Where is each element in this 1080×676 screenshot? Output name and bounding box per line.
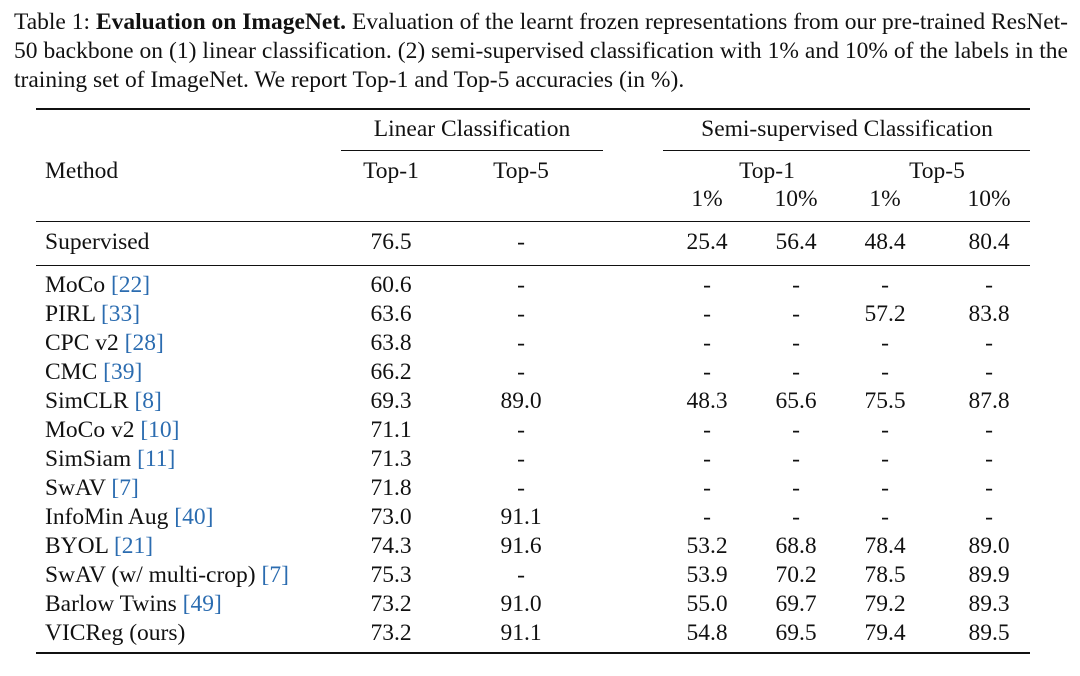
- method-name: VICReg (ours): [45, 620, 186, 646]
- method-name: SimCLR: [45, 388, 135, 414]
- semi-top1-1pct-cell: -: [703, 504, 711, 530]
- semi-top5-1pct-cell: 75.5: [864, 388, 906, 414]
- method-cell: [45, 503, 213, 532]
- semi-top5-1pct-cell: -: [881, 272, 889, 298]
- semi-top1-10pct-cell: 70.2: [775, 562, 817, 588]
- linear-top5-cell: 91.0: [500, 591, 542, 617]
- header-semi-top1: Top-1: [739, 158, 795, 184]
- semi-top5-1pct-cell: 78.5: [864, 562, 906, 588]
- table-row-supervised: [36, 228, 1030, 257]
- bottom-rule: [36, 652, 1030, 654]
- semi-top5-10pct-cell: 89.0: [968, 533, 1010, 559]
- linear-top5-cell: -: [517, 446, 525, 472]
- semi-top1-1pct-cell: 55.0: [686, 591, 728, 617]
- linear-top1-cell: 71.1: [370, 417, 412, 443]
- method-name: SwAV (w/ multi-crop): [45, 562, 262, 588]
- method-name: CPC v2: [45, 330, 125, 356]
- semi-top1-1pct-cell: -: [703, 475, 711, 501]
- linear-top5-cell: 89.0: [500, 388, 542, 414]
- header-semi-top5: Top-5: [909, 158, 965, 184]
- table-caption: [14, 8, 1068, 95]
- semi-top5-1pct-cell: 79.2: [864, 591, 906, 617]
- citation-link[interactable]: [39]: [103, 359, 143, 385]
- semi-underline: [663, 150, 1030, 151]
- table-row: [36, 300, 1030, 329]
- citation-link[interactable]: [33]: [100, 301, 141, 327]
- semi-top1-1pct-cell: 53.9: [686, 562, 728, 588]
- method-cell: [45, 416, 179, 445]
- method-cell: [45, 300, 140, 329]
- method-name: PIRL: [45, 301, 101, 327]
- semi-top1-10pct-cell: -: [792, 272, 800, 298]
- method-name: Barlow Twins: [45, 591, 183, 617]
- semi-top1-1pct-cell: -: [703, 417, 711, 443]
- citation-link[interactable]: [21]: [113, 533, 154, 559]
- semi-top1-1pct-cell: -: [703, 446, 711, 472]
- header-linear: Linear Classification: [373, 116, 571, 142]
- method-cell: [45, 358, 142, 387]
- table-row: [36, 561, 1030, 590]
- method-cell: [45, 329, 164, 358]
- header-semi-top1-1pct: 1%: [691, 186, 723, 212]
- semi-top5-10pct-cell: 83.8: [968, 301, 1010, 327]
- linear-top1-cell: 74.3: [370, 533, 412, 559]
- table-row: [36, 358, 1030, 387]
- semi-top5-1pct-cell: -: [881, 359, 889, 385]
- semi-top1-10pct-cell: -: [792, 359, 800, 385]
- citation-link[interactable]: [7]: [261, 562, 289, 588]
- semi-top5-10pct-cell: -: [985, 475, 993, 501]
- linear-top5-cell: -: [517, 417, 525, 443]
- method-cell: [45, 561, 289, 590]
- semi-top5-10pct-cell: -: [985, 330, 993, 356]
- semi-top5-1pct-cell: 48.4: [864, 229, 906, 255]
- linear-top1-cell: 63.6: [370, 301, 412, 327]
- semi-top5-10pct-cell: 89.9: [968, 562, 1010, 588]
- semi-top5-1pct-cell: -: [881, 330, 889, 356]
- header-linear-top1: Top-1: [363, 158, 419, 184]
- linear-top5-cell: -: [517, 359, 525, 385]
- semi-top5-10pct-cell: -: [985, 504, 993, 530]
- linear-underline: [341, 150, 603, 151]
- method-name: BYOL: [45, 533, 114, 559]
- linear-top1-cell: 66.2: [370, 359, 412, 385]
- semi-top1-10pct-cell: -: [792, 301, 800, 327]
- semi-top5-1pct-cell: -: [881, 475, 889, 501]
- linear-top5-cell: -: [517, 229, 525, 255]
- semi-top1-1pct-cell: -: [703, 301, 711, 327]
- semi-top1-1pct-cell: -: [703, 330, 711, 356]
- semi-top1-1pct-cell: 54.8: [686, 620, 728, 646]
- header-semi-top1-10pct: 10%: [774, 186, 818, 212]
- table-row: [36, 445, 1030, 474]
- header-semi-top5-1pct: 1%: [869, 186, 901, 212]
- linear-top5-cell: 91.1: [500, 620, 542, 646]
- semi-top5-10pct-cell: -: [985, 417, 993, 443]
- table-row: [36, 474, 1030, 503]
- supervised-rule: [36, 265, 1030, 266]
- linear-top1-cell: 73.2: [370, 591, 412, 617]
- citation-link[interactable]: [8]: [134, 388, 162, 414]
- semi-top5-1pct-cell: -: [881, 446, 889, 472]
- method-name: MoCo v2: [45, 417, 141, 443]
- linear-top5-cell: 91.1: [500, 504, 542, 530]
- header-rule: [36, 221, 1030, 222]
- semi-top1-10pct-cell: 68.8: [775, 533, 817, 559]
- linear-top5-cell: -: [517, 301, 525, 327]
- citation-link[interactable]: [11]: [137, 446, 176, 472]
- semi-top5-1pct-cell: 79.4: [864, 620, 906, 646]
- linear-top1-cell: 69.3: [370, 388, 412, 414]
- caption-text: Evaluation of the learnt frozen representations from our pre-trained ResNet-50 backbone on (1) linear classification. (2) semi-supervised classification with 1% and 10% of the labels in the training set of ImageNet. We report Top-1 and Top-5 accuracies (in %).: [14, 9, 1068, 93]
- semi-top1-1pct-cell: -: [703, 272, 711, 298]
- linear-top1-cell: 73.2: [370, 620, 412, 646]
- method-cell: [45, 619, 185, 648]
- semi-top5-10pct-cell: -: [985, 446, 993, 472]
- semi-top1-10pct-cell: -: [792, 504, 800, 530]
- citation-link[interactable]: [40]: [174, 504, 214, 530]
- caption-label: Table 1:: [14, 9, 91, 35]
- semi-top1-10pct-cell: -: [792, 330, 800, 356]
- semi-top5-10pct-cell: 80.4: [968, 229, 1010, 255]
- citation-link[interactable]: [10]: [140, 417, 180, 443]
- semi-top1-10pct-cell: 69.7: [775, 591, 817, 617]
- method-cell: [45, 474, 139, 503]
- top-rule: [36, 108, 1030, 110]
- semi-top1-1pct-cell: -: [703, 359, 711, 385]
- linear-top1-cell: 71.3: [370, 446, 412, 472]
- method-cell: Supervised: [45, 229, 150, 255]
- linear-top1-cell: 75.3: [370, 562, 412, 588]
- semi-top1-1pct-cell: 53.2: [686, 533, 728, 559]
- linear-top5-cell: -: [517, 330, 525, 356]
- semi-top1-10pct-cell: 56.4: [775, 229, 817, 255]
- linear-top5-cell: -: [517, 272, 525, 298]
- header-semi: Semi-supervised Classification: [701, 116, 993, 142]
- table-row: [36, 590, 1030, 619]
- semi-top5-1pct-cell: -: [881, 504, 889, 530]
- semi-top5-1pct-cell: 78.4: [864, 533, 906, 559]
- citation-link[interactable]: [28]: [124, 330, 164, 356]
- semi-top1-1pct-cell: 48.3: [686, 388, 728, 414]
- header-linear-top5: Top-5: [493, 158, 549, 184]
- semi-top1-10pct-cell: -: [792, 475, 800, 501]
- table-row: [36, 503, 1030, 532]
- table-row: [36, 271, 1030, 300]
- header-semi-top5-10pct: 10%: [967, 186, 1011, 212]
- table-row: [36, 329, 1030, 358]
- table-row: [36, 387, 1030, 416]
- citation-link[interactable]: [49]: [182, 591, 222, 617]
- table-row: [36, 532, 1030, 561]
- semi-top5-10pct-cell: -: [985, 272, 993, 298]
- caption-title: Evaluation on ImageNet.: [95, 9, 347, 35]
- semi-top5-10pct-cell: 89.3: [968, 591, 1010, 617]
- method-name: InfoMin Aug: [45, 504, 175, 530]
- method-cell: [45, 590, 222, 619]
- citation-link[interactable]: [22]: [110, 272, 151, 298]
- method-name: SwAV: [45, 475, 112, 501]
- linear-top5-cell: 91.6: [500, 533, 542, 559]
- semi-top1-1pct-cell: 25.4: [686, 229, 728, 255]
- semi-top1-10pct-cell: -: [792, 417, 800, 443]
- linear-top1-cell: 73.0: [370, 504, 412, 530]
- linear-top1-cell: 76.5: [370, 229, 412, 255]
- semi-top5-10pct-cell: 87.8: [968, 388, 1010, 414]
- table-row: [36, 619, 1030, 648]
- method-cell: [45, 532, 153, 561]
- semi-top1-10pct-cell: 65.6: [775, 388, 817, 414]
- linear-top1-cell: 71.8: [370, 475, 412, 501]
- header-method: Method: [45, 158, 119, 184]
- method-cell: [45, 445, 175, 474]
- semi-top5-10pct-cell: 89.5: [968, 620, 1010, 646]
- method-name: MoCo: [45, 272, 111, 298]
- method-cell: [45, 387, 162, 416]
- linear-top5-cell: -: [517, 562, 525, 588]
- semi-top5-10pct-cell: -: [985, 359, 993, 385]
- method-name: CMC: [45, 359, 104, 385]
- semi-top5-1pct-cell: -: [881, 417, 889, 443]
- citation-link[interactable]: [7]: [111, 475, 139, 501]
- linear-top1-cell: 63.8: [370, 330, 412, 356]
- method-cell: [45, 271, 150, 300]
- table-row: [36, 416, 1030, 445]
- semi-top1-10pct-cell: 69.5: [775, 620, 817, 646]
- linear-top5-cell: -: [517, 475, 525, 501]
- semi-top5-1pct-cell: 57.2: [864, 301, 906, 327]
- linear-top1-cell: 60.6: [370, 272, 412, 298]
- method-name: SimSiam: [45, 446, 138, 472]
- semi-top1-10pct-cell: -: [792, 446, 800, 472]
